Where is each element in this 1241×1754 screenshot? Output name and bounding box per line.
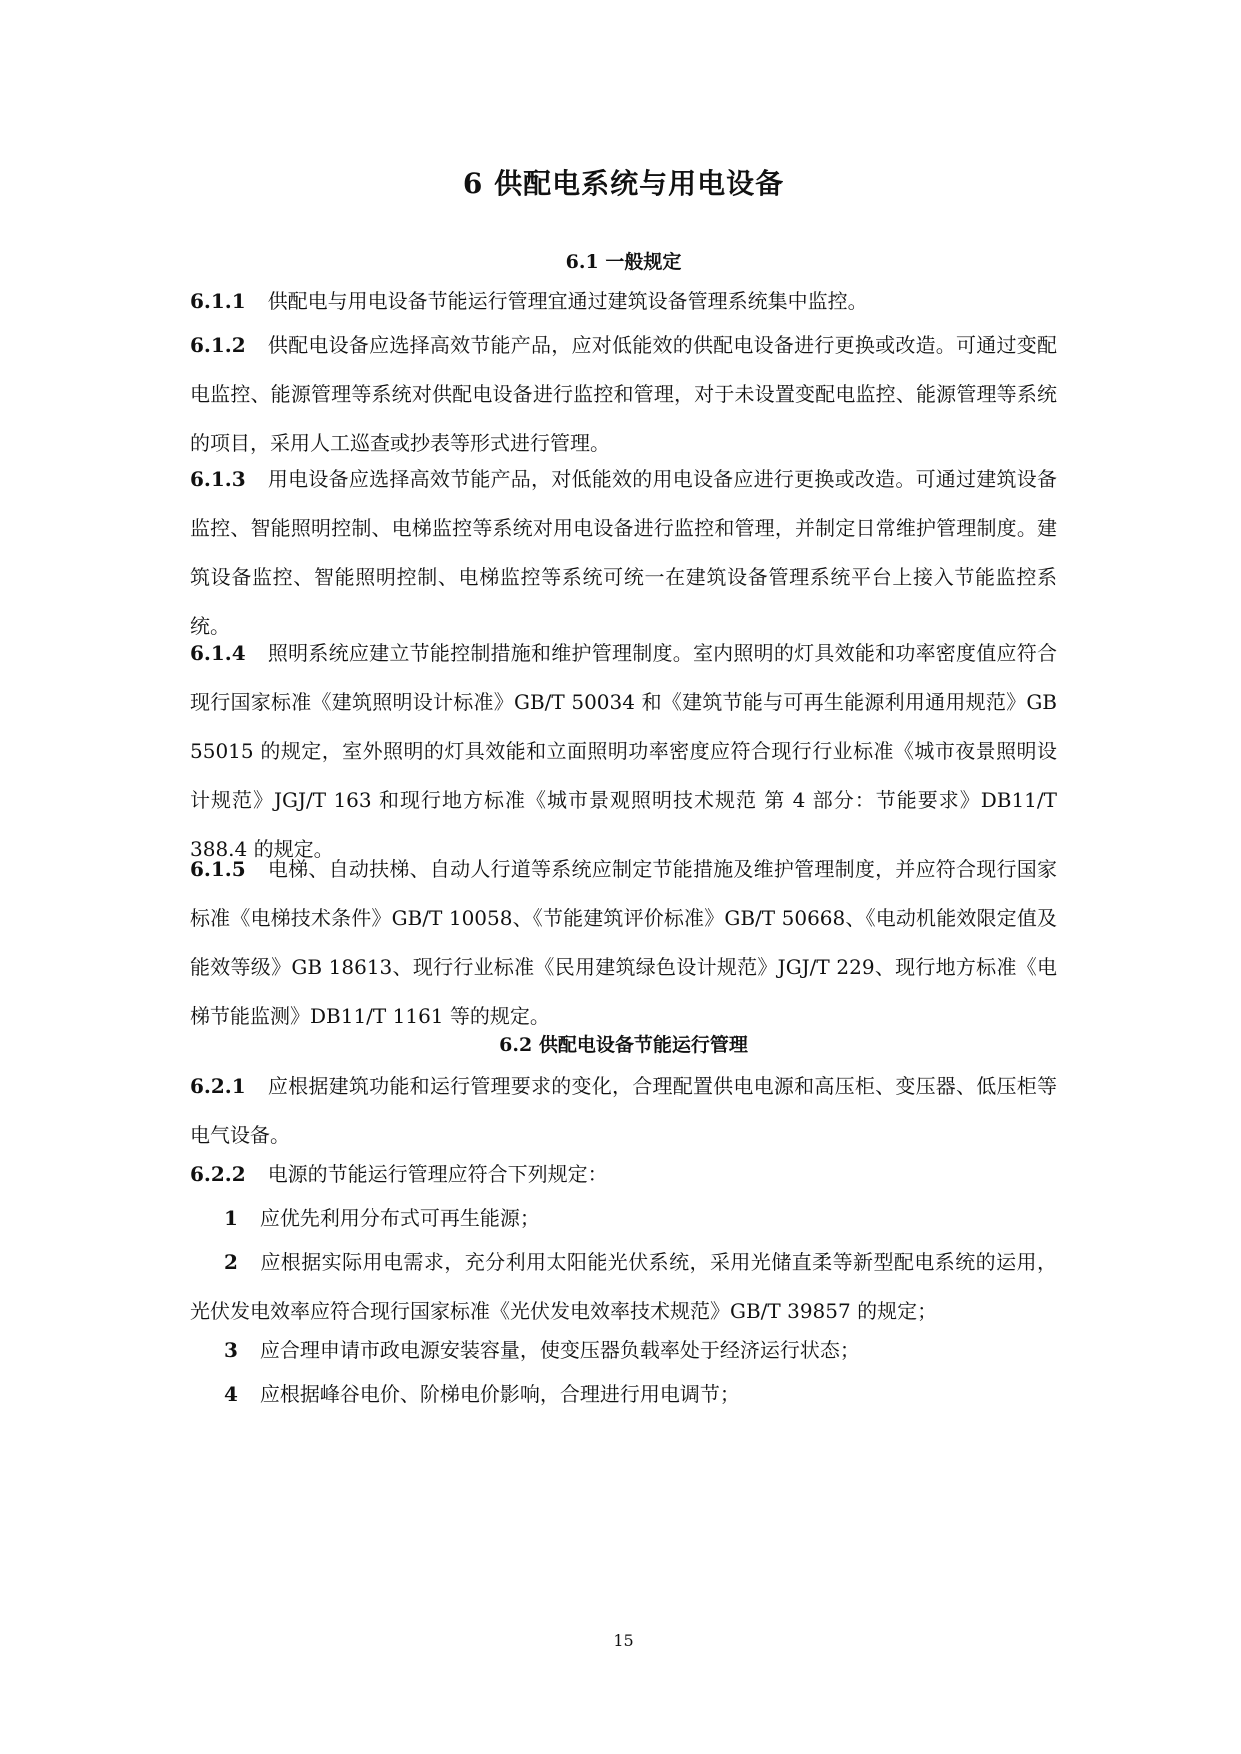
section-title-6-2: 6.2 供配电设备节能运行管理 bbox=[499, 1034, 748, 1056]
list-item-2 bbox=[190, 1238, 1057, 1336]
clause-6-1-1 bbox=[190, 277, 1057, 326]
list-item-4 bbox=[190, 1370, 1057, 1419]
clause-number: 6.1.5 bbox=[190, 857, 246, 881]
item-text: 应合理申请市政电源安装容量，使变压器负载率处于经济运行状态； bbox=[259, 1338, 860, 1362]
clause-number: 6.1.3 bbox=[190, 467, 246, 491]
chapter-title: 6 供配电系统与用电设备 bbox=[462, 167, 785, 200]
clause-text: 用电设备应选择高效节能产品，对低能效的用电设备应进行更换或改造。可通过建筑设备监控、智能照明控制、电梯监控等系统对用电设备进行监控和管理，并制定日常维护管理制度。建筑设备监控、智能照明控制、电梯监控等系统可统一在建筑设备管理系统平台上接入节能监控系统。 bbox=[190, 467, 1057, 638]
list-item-1 bbox=[190, 1194, 1057, 1243]
clause-text: 电梯、自动扶梯、自动人行道等系统应制定节能措施及维护管理制度，并应符合现行国家标准《电梯技术条件》GB/T 10058、《节能建筑评价标准》GB/T 50668、《电动机能效限定值及能效等级》GB 18613、现行行业标准《民用建筑绿色设计规范》JGJ/T 229、现行地方标准《电梯节能监测》DB11/T 1161 等的规定。 bbox=[190, 857, 1057, 1028]
clause-text: 供配电与用电设备节能运行管理宜通过建筑设备管理系统集中监控。 bbox=[267, 289, 868, 313]
clause-number: 6.2.1 bbox=[190, 1074, 246, 1098]
clause-6-1-2 bbox=[190, 321, 1057, 468]
clause-number: 6.1.2 bbox=[190, 333, 246, 357]
item-number: 4 bbox=[224, 1382, 238, 1406]
item-text: 应根据峰谷电价、阶梯电价影响，合理进行用电调节； bbox=[259, 1382, 740, 1406]
section-title-6-1: 6.1 一般规定 bbox=[565, 251, 682, 273]
clause-6-1-4 bbox=[190, 629, 1057, 874]
clause-6-1-5 bbox=[190, 845, 1057, 1041]
item-number: 1 bbox=[224, 1206, 238, 1230]
item-number: 3 bbox=[224, 1338, 238, 1362]
list-item-3 bbox=[190, 1326, 1057, 1375]
clause-number: 6.2.2 bbox=[190, 1162, 246, 1186]
clause-number: 6.1.4 bbox=[190, 641, 246, 665]
clause-6-1-3 bbox=[190, 455, 1057, 651]
item-text: 应优先利用分布式可再生能源； bbox=[259, 1206, 540, 1230]
clause-text: 电源的节能运行管理应符合下列规定： bbox=[267, 1162, 608, 1186]
item-text: 应根据实际用电需求，充分利用太阳能光伏系统，采用光储直柔等新型配电系统的运用，光伏发电效率应符合现行国家标准《光伏发电效率技术规范》GB/T 39857 的规定； bbox=[190, 1250, 1057, 1323]
document-page bbox=[190, 0, 1057, 1754]
item-number: 2 bbox=[224, 1250, 238, 1274]
clause-text: 供配电设备应选择高效节能产品，应对低能效的供配电设备进行更换或改造。可通过变配电监控、能源管理等系统对供配电设备进行监控和管理，对于未设置变配电监控、能源管理等系统的项目，采用人工巡查或抄表等形式进行管理。 bbox=[190, 333, 1057, 455]
page-number: 15 bbox=[613, 1631, 634, 1650]
clause-6-2-2 bbox=[190, 1150, 1057, 1199]
clause-number: 6.1.1 bbox=[190, 289, 246, 313]
clause-text: 照明系统应建立节能控制措施和维护管理制度。室内照明的灯具效能和功率密度值应符合现行国家标准《建筑照明设计标准》GB/T 50034 和《建筑节能与可再生能源利用通用规范》GB 55015 的规定，室外照明的灯具效能和立面照明功率密度应符合现行行业标准《城市夜景照明设计规范》JGJ/T 163 和现行地方标准《城市景观照明技术规范 第 4 部分：节能要求》DB11/T 388.4 的规定。 bbox=[190, 641, 1057, 861]
clause-6-2-1 bbox=[190, 1062, 1057, 1160]
clause-text: 应根据建筑功能和运行管理要求的变化，合理配置供电电源和高压柜、变压器、低压柜等电气设备。 bbox=[190, 1074, 1057, 1147]
